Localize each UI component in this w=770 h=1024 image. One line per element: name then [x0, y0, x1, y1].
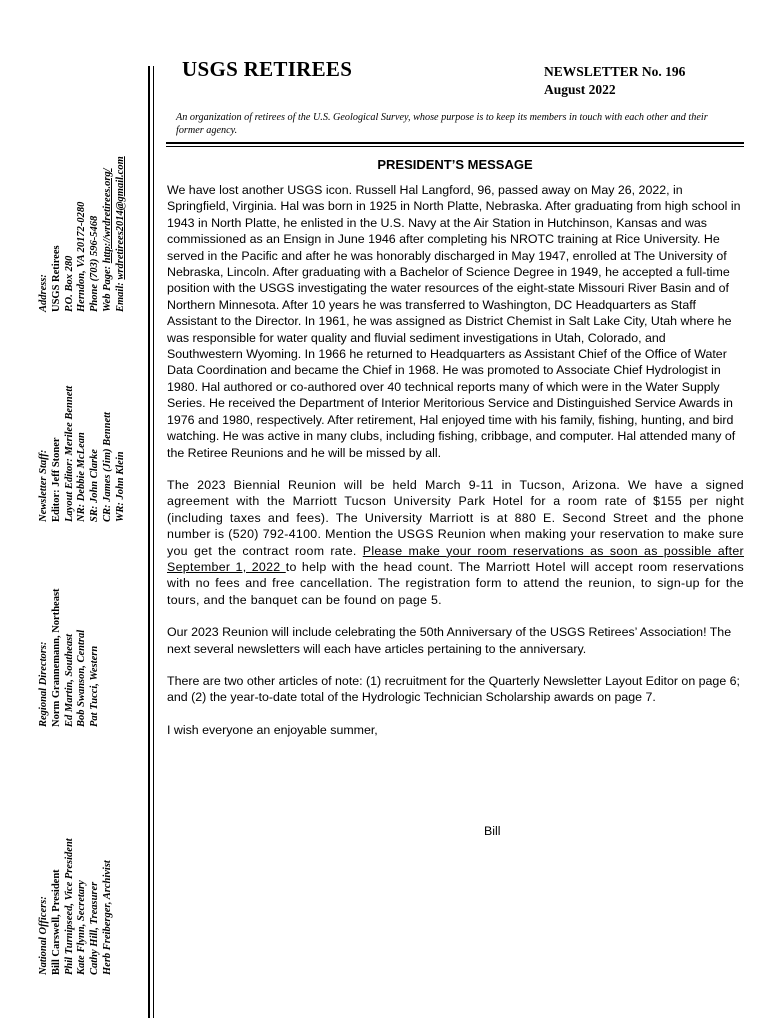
- closing-line: I wish everyone an enjoyable summer,: [167, 722, 378, 737]
- address-city: Herndon, VA 20172-0280: [76, 201, 88, 312]
- paragraph-articles: There are two other articles of note: (1) recruitment for the Quarterly Newsletter Layout Editor on page 6; and (2) the year-to-date total of the Hydrologic Technician Scholarship awards on page 7.: [167, 673, 740, 705]
- reunion-reservation-note: Please make your room reservations as soon as possible after September 1, 2022: [167, 543, 744, 574]
- officer-vice-president: Phil Turnipseed, Vice President: [63, 838, 75, 975]
- paragraph-anniversary: Our 2023 Reunion will include celebrating the 50th Anniversary of the USGS Retirees’ Association! The next several newsletters will each have articles pertaining to the anniversary.: [167, 625, 732, 656]
- section-title: PRESIDENT’S MESSAGE: [377, 157, 533, 172]
- web-page-link[interactable]: http://wrdretirees.org/: [101, 168, 113, 264]
- director-southeast: Ed Martin, Southeast: [63, 633, 75, 727]
- tagline: An organization of retirees of the U.S. Geological Survey, whose purpose is to keep its members in touch with each other and their former agency.: [176, 112, 708, 136]
- director-western: Pat Tucci, Western: [89, 645, 101, 727]
- staff-sr: SR: John Clarke: [89, 449, 101, 522]
- staff-nr: NR: Debbie McLean: [76, 432, 88, 522]
- officers-heading: National Officers:: [38, 896, 49, 975]
- article-body: [167, 182, 744, 754]
- address-po-box: P.O. Box 280: [63, 255, 75, 312]
- web-page-line: [102, 67, 115, 312]
- email-line: [115, 67, 128, 312]
- address-phone: Phone (703) 596-5468: [89, 215, 101, 312]
- newsletter-number: NEWSLETTER No. 196: [544, 64, 686, 79]
- sidebar-divider-thick: [148, 66, 150, 1018]
- sidebar-divider-thin: [153, 66, 154, 1018]
- org-title: USGS RETIREES: [182, 57, 353, 81]
- reunion-text-end: to help with the head count. The Marriott Hotel will accept room reservations with no fees and free cancellation. The registration form to attend the reunion, to sign-up for the tours, and the banquet can be found on page 5.: [167, 559, 744, 607]
- address-block: [38, 67, 140, 312]
- email-label: Email:: [114, 279, 126, 312]
- director-central: Bob Swanson, Central: [76, 629, 88, 727]
- staff-editor: Editor: Jeff Stoner: [50, 437, 62, 522]
- header-rule-thin: [166, 146, 744, 147]
- staff-layout-editor: Layout Editor: Merilee Bennett: [63, 385, 75, 522]
- header-rule-thick: [166, 142, 744, 144]
- director-northeast: Norm Grannemann, Northeast: [50, 588, 62, 727]
- newsletter-staff: [38, 312, 140, 522]
- signature: Bill: [484, 824, 501, 838]
- officer-treasurer: Cathy Hill, Treasurer: [89, 881, 101, 975]
- national-officers: [38, 727, 140, 975]
- officer-secretary: Kate Flynn, Secretary: [76, 880, 88, 975]
- paragraph-reunion: [167, 477, 744, 608]
- officer-president: Bill Carswell, President: [50, 869, 62, 975]
- regional-directors: [38, 522, 140, 727]
- email-link[interactable]: wrdretirees2014@gmail.com: [114, 156, 126, 280]
- officer-archivist: Herb Freiberger, Archivist: [101, 860, 113, 975]
- masthead-sidebar: [38, 65, 140, 975]
- staff-heading: Newsletter Staff:: [38, 449, 49, 522]
- address-org: USGS Retirees: [50, 245, 62, 312]
- regional-heading: Regional Directors:: [38, 641, 49, 727]
- address-heading: Address:: [38, 274, 49, 312]
- staff-cr: CR: James (Jim) Bennett: [101, 412, 113, 522]
- staff-wr: WR: John Klein: [114, 451, 126, 522]
- paragraph-obituary: We have lost another USGS icon. Russell Hal Langford, 96, passed away on May 26, 2022, in Springfield, Virginia. Hal was born in 1925 in North Platte, Nebraska. After graduating from high school in 1943 in North Platte, he enlisted in the U.S. Navy at the Air Station in Hutchinson, Kansas and was commissioned as an Ensign in June 1946 after completing his NROTC training at Rice University. He served in the Pacific and after he was honorably discharged in May 1947, enrolled at The University of Nebraska, Lincoln. After graduating with a Bachelor of Science Degree in 1949, he accepted a full-time position with the USGS investigating the water resources of the eight-state Missouri River Basin and of Northern Minnesota. After 10 years he was transferred to Washington, DC Headquarters as Staff Assistant to the Director. In 1961, he was assigned as District Chemist in Salt Lake City, Utah where he was responsible for water quality and fluvial sediment investigations in Utah, Colorado, and Southwestern Wyoming. In 1966 he returned to Headquarters as Assistant Chief of the Office of Water Data Coordination and became the Chief in 1968. He was promoted to Associate Chief Hydrologist in 1980. Hal authored or co-authored over 40 technical reports many of which were in the Water Supply Series. He received the Department of Interior Meritorious Service and Distinguished Service Awards in 1976 and 1980, respectively. After retirement, Hal enjoyed time with his family, fishing, hunting, and bird watching. He was active in many clubs, including fishing, cribbage, and computer. Hal attended many of the Retiree Reunions and he will be missed by all.: [167, 183, 741, 460]
- issue-date: August 2022: [544, 82, 616, 97]
- reunion-text-start: The 2023 Biennial Reunion will be held March 9-11 in Tucson, Arizona. We have a signed agreement with the Marriott Tucson University Park Hotel for a room rate of $155 per night (including taxes and fees). The University Marriott is at 880 E. Second Street and the phone number is (520) 792-4100. Mention the USGS Reunion when making your reservation to make sure you get the contract room rate.: [167, 477, 744, 558]
- web-page-label: Web Page:: [101, 263, 113, 312]
